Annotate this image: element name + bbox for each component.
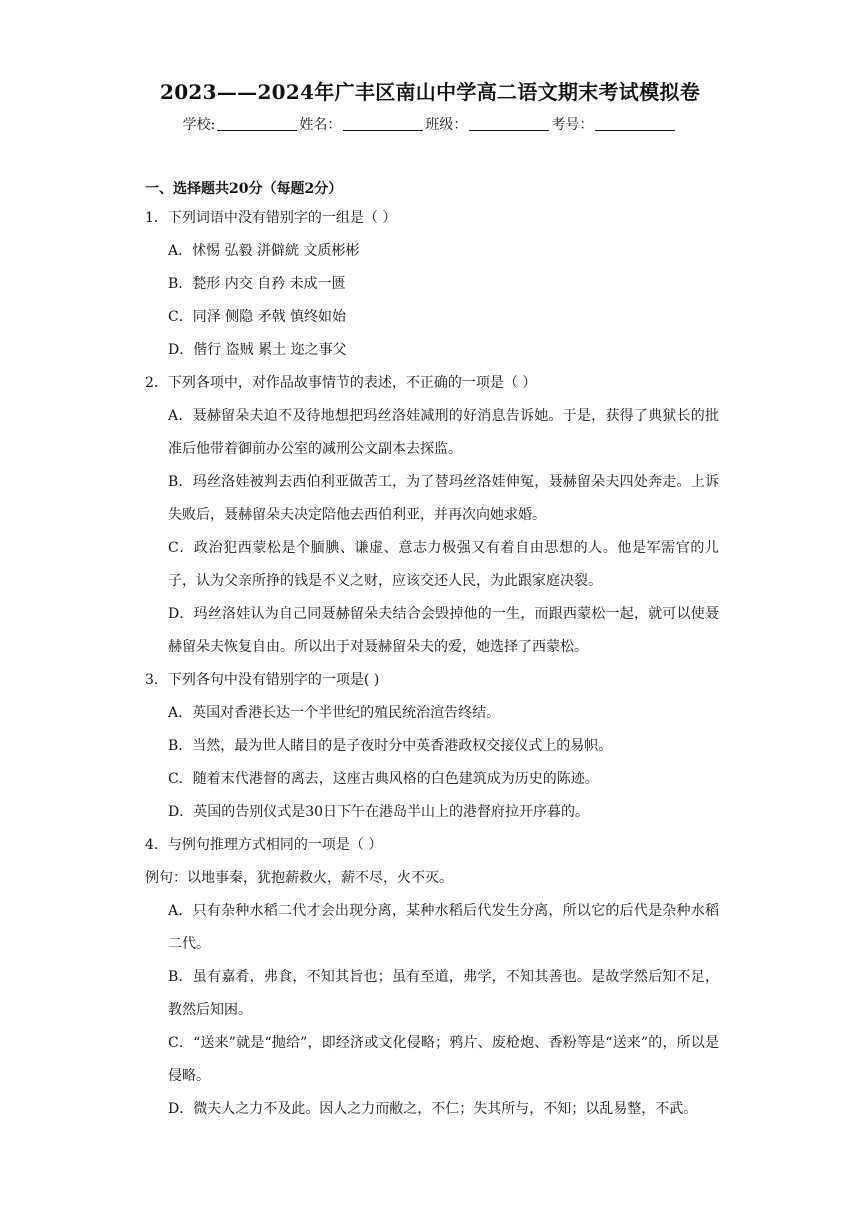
name-blank: [343, 116, 423, 131]
school-blank: [217, 116, 297, 131]
question-stem: 4．与例句推理方式相同的一项是（ ）: [145, 837, 383, 853]
school-label: 学校:: [182, 117, 216, 133]
option-b: B．虽有嘉肴，弗食，不知其旨也；虽有至道，弗学，不知其善也。是故学然后知不足，教然后知困。: [168, 969, 719, 1018]
option-c: C．“送来”就是“抛给”，即经济或文化侵略；鸦片、废枪炮、香粉等是“送来”的，所以是侵略。: [168, 1035, 719, 1084]
option-a: A．英国对香港长达一个半世纪的殖民统治渲告终结。: [168, 705, 501, 721]
option-a: A．聂赫留朵夫迫不及待地想把玛丝洛娃减刑的好消息告诉她。于是，获得了典狱长的批准后他带着御前办公室的减刑公文副本去探监。: [168, 408, 719, 457]
exam-content: [145, 176, 719, 1126]
option-c: C．随着末代港督的离去，这座古典风格的白色建筑成为历史的陈迹。: [168, 771, 599, 787]
page-title: 2023——2024年广丰区南山中学高二语文期末考试模拟卷: [159, 80, 701, 104]
question-stem: 3．下列各句中没有错别字的一项是( ): [145, 672, 380, 688]
question-2: [145, 367, 719, 664]
option-b: B．甃形 内交 自矜 未成一匮: [168, 276, 346, 292]
question-stem: 2．下列各项中，对作品故事情节的表述，不正确的一项是（ ）: [145, 375, 537, 391]
question-3: [145, 664, 719, 829]
name-label: 姓名：: [299, 117, 342, 133]
exam-number-blank: [595, 116, 675, 131]
option-d: D．玛丝洛娃认为自己同聂赫留朵夫结合会毁掉他的一生，而跟西蒙松一起，就可以使聂赫留朵夫恢复自由。所以出于对聂赫留朵夫的爱，她选择了西蒙松。: [168, 606, 719, 655]
exam-number-label: 考号：: [551, 117, 594, 133]
option-d: D．偕行 盗贼 累土 迩之事父: [168, 342, 347, 358]
option-a: A．只有杂种水稻二代才会出现分离，某种水稻后代发生分离，所以它的后代是杂种水稻二代。: [168, 903, 719, 952]
student-info-line: [0, 114, 860, 134]
option-b: B．玛丝洛娃被判去西伯利亚做苦工，为了替玛丝洛娃伸冤，聂赫留朵夫四处奔走。上诉失败后，聂赫留朵夫决定陪他去西伯利亚，并再次向她求婚。: [168, 474, 719, 523]
question-1: [145, 202, 719, 367]
class-blank: [469, 116, 549, 131]
question-stem: 1．下列词语中没有错别字的一组是（ ）: [145, 210, 397, 226]
option-c: C．政治犯西蒙松是个腼腆、谦虚、意志力极强又有着自由思想的人。他是军需官的儿子，认为父亲所挣的钱是不义之财，应该交还人民，为此跟家庭决裂。: [168, 540, 719, 589]
option-a: A．怵惕 弘毅 洴僻絖 文质彬彬: [168, 243, 360, 259]
option-b: B．当然，最为世人睹目的是子夜时分中英香港政权交接仪式上的易帜。: [168, 738, 613, 754]
option-c: C．同泽 侧隐 矛戟 慎终如始: [168, 309, 347, 325]
option-d: D．英国的告别仪式是30日下午在港岛半山上的港督府拉开序暮的。: [168, 804, 590, 820]
question-4: [145, 829, 719, 1126]
class-label: 班级：: [425, 117, 468, 133]
example-sentence: 例句：以地事秦，犹抱薪救火，薪不尽，火不灭。: [145, 870, 453, 886]
section-heading: 一、选择题共20分（每题2分）: [145, 181, 343, 197]
option-d: D．微夫人之力不及此。因人之力而敝之，不仁；失其所与，不知；以乱易整，不武。: [168, 1101, 698, 1117]
